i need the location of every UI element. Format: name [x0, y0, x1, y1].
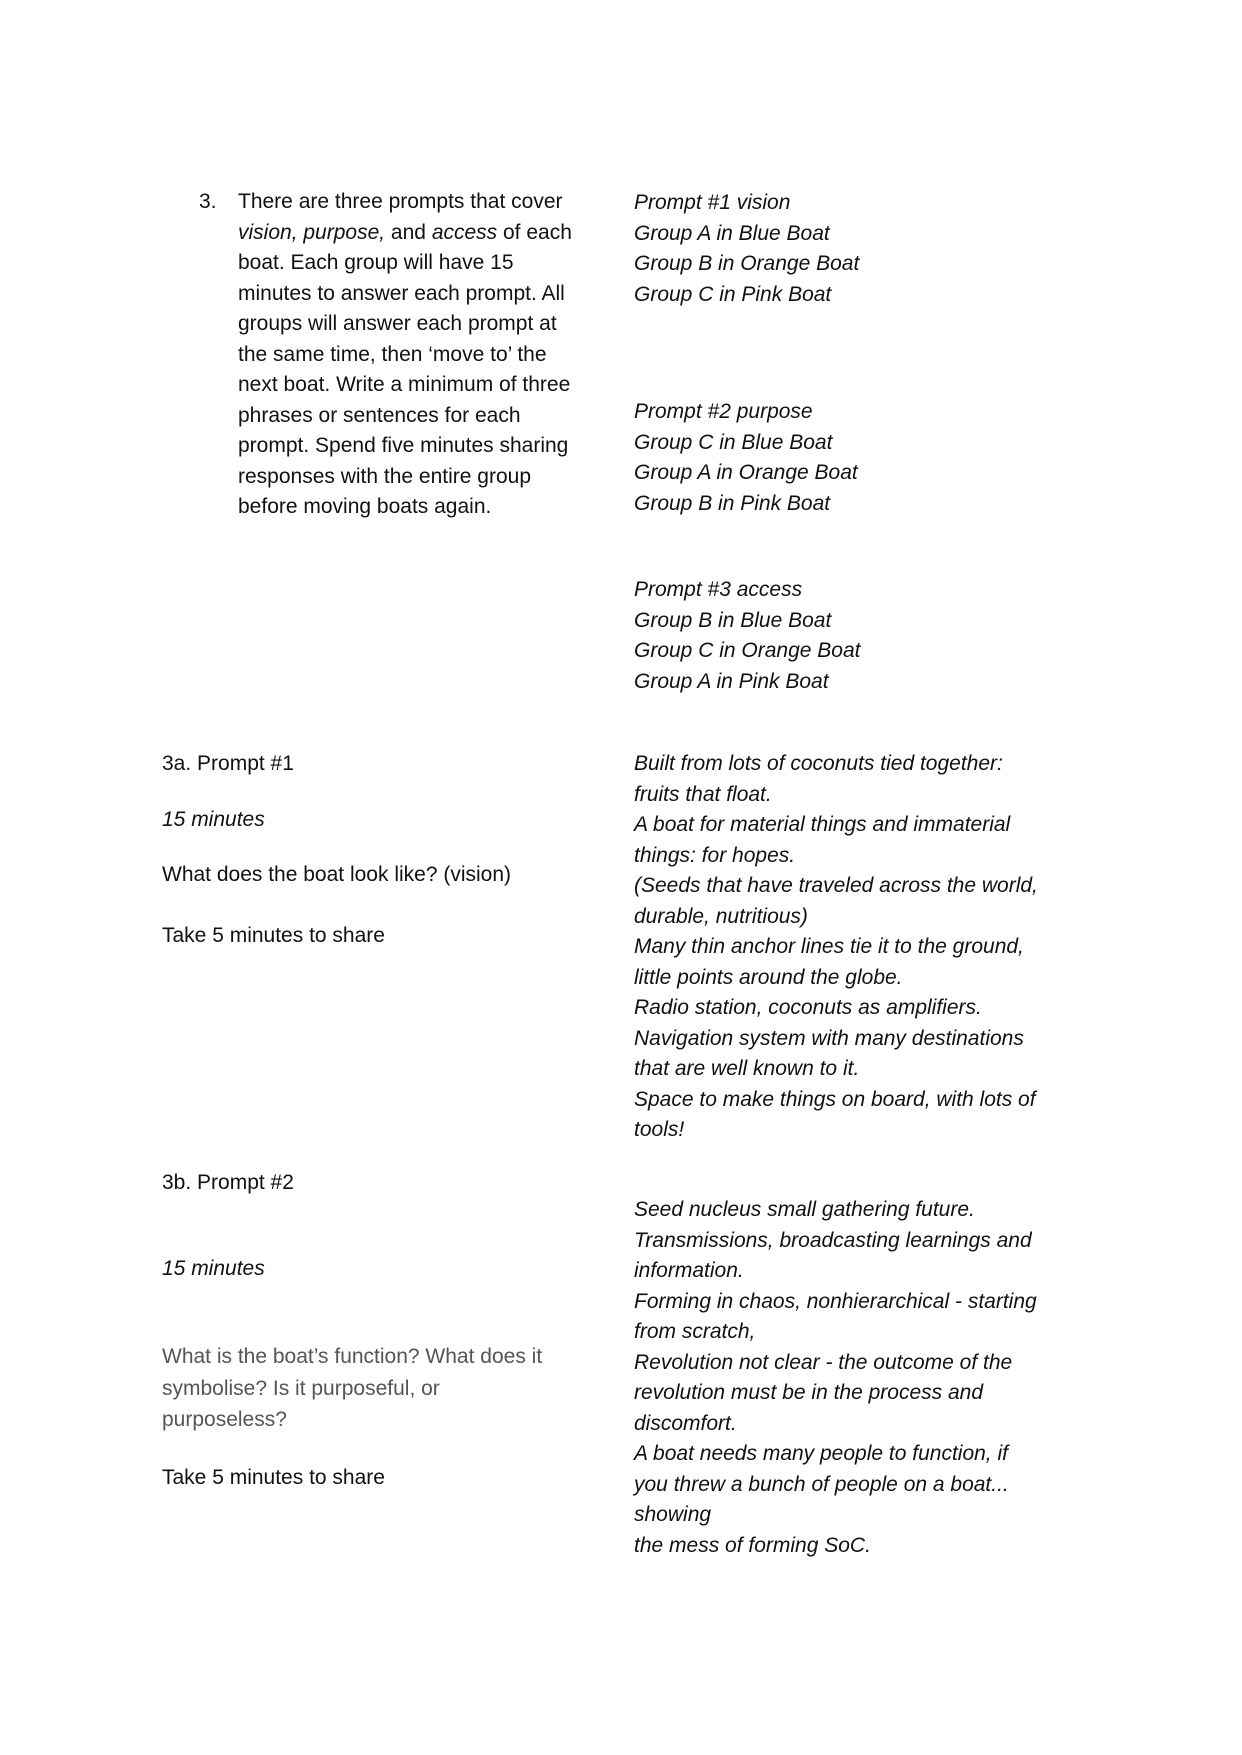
group-assignment: Group C in Blue Boat	[634, 430, 833, 454]
response-line: A boat for material things and immaterial	[634, 813, 1011, 836]
rotation-title: Prompt #3 access	[634, 578, 803, 601]
group-assignment: Group C in Pink Boat	[634, 282, 832, 306]
response-line: Navigation system with many destinations	[634, 1026, 1024, 1050]
rotation-prompt-2	[634, 397, 858, 519]
response-line: little points around the globe.	[634, 965, 903, 989]
group-assignment: Group B in Pink Boat	[634, 491, 831, 515]
rotation-title: Prompt #1 vision	[634, 191, 791, 214]
instruction-line	[238, 218, 572, 249]
prompt1-duration: 15 minutes	[162, 808, 265, 831]
response-line: the mess of forming SoC.	[634, 1533, 871, 1557]
group-assignment: Group A in Blue Boat	[634, 221, 830, 245]
instruction-line	[238, 340, 572, 371]
list-number: 3.	[199, 190, 217, 213]
prompt1-heading: 3a. Prompt #1	[162, 752, 294, 775]
response-line: revolution must be in the process and	[634, 1381, 984, 1404]
prompt1-responses	[634, 749, 1038, 1146]
instruction-line	[238, 248, 572, 279]
rotation-prompt-3	[634, 575, 860, 697]
response-line: Seed nucleus small gathering future.	[634, 1198, 975, 1221]
instruction-line	[238, 401, 572, 432]
prompt2-question	[162, 1341, 542, 1436]
response-line: Radio station, coconuts as amplifiers.	[634, 996, 982, 1019]
group-assignment: Group A in Orange Boat	[634, 461, 858, 484]
instruction-line	[238, 370, 572, 401]
instruction-text: next boat. Write a minimum of three	[238, 373, 571, 396]
response-line: Space to make things on board, with lots of	[634, 1087, 1036, 1111]
response-line: tools!	[634, 1118, 685, 1141]
instruction-line	[238, 492, 572, 523]
instruction-text: boat. Each group will have 15	[238, 251, 514, 274]
instruction-text: access	[431, 220, 498, 244]
instruction-text: vision, purpose,	[238, 220, 386, 244]
response-line: fruits that float.	[634, 782, 772, 806]
response-line: A boat needs many people to function, if	[634, 1442, 1008, 1465]
instruction-text: before moving boats again.	[238, 495, 492, 518]
prompt1-share: Take 5 minutes to share	[162, 924, 385, 947]
rotation-prompt-1	[634, 188, 859, 310]
question-line: symbolise? Is it purposeful, or	[162, 1376, 440, 1400]
instruction-text: minutes to answer each prompt. All	[238, 281, 565, 305]
instruction-text: groups will answer each prompt at	[238, 312, 557, 335]
response-line: information.	[634, 1259, 744, 1282]
rotation-title: Prompt #2 purpose	[634, 400, 813, 423]
group-assignment: Group B in Orange Boat	[634, 252, 860, 275]
group-assignment: Group A in Pink Boat	[634, 669, 829, 693]
response-line: durable, nutritious)	[634, 904, 808, 928]
response-line: things: for hopes.	[634, 843, 796, 867]
response-line: (Seeds that have traveled across the world,	[634, 874, 1038, 897]
instruction-text: the same time, then ‘move to’ the	[238, 342, 547, 366]
instruction-text: responses with the entire group	[238, 464, 532, 488]
instruction-text: prompt. Spend five minutes sharing	[238, 434, 569, 457]
prompt1-question: What does the boat look like? (vision)	[162, 863, 512, 886]
response-line: from scratch,	[634, 1320, 756, 1343]
response-line: Built from lots of coconuts tied together:	[634, 752, 1003, 775]
response-line: Transmissions, broadcasting learnings and	[634, 1228, 1032, 1252]
question-line: purposeless?	[162, 1408, 287, 1431]
instruction-line	[238, 309, 572, 340]
prompt2-heading: 3b. Prompt #2	[162, 1171, 294, 1194]
response-line: Forming in chaos, nonhierarchical - starting	[634, 1289, 1037, 1313]
group-assignment: Group B in Blue Boat	[634, 608, 832, 632]
instruction-line	[238, 187, 572, 218]
instruction-line	[238, 462, 572, 493]
response-line: you threw a bunch of people on a boat...	[634, 1472, 1009, 1496]
response-line: Many thin anchor lines tie it to the ground,	[634, 935, 1024, 958]
response-line: showing	[634, 1503, 712, 1526]
instruction-text: There are three prompts that cover	[238, 190, 563, 213]
instruction-line	[238, 279, 572, 310]
instruction-line	[238, 431, 572, 462]
instruction-text: and	[385, 220, 432, 244]
response-line: Revolution not clear - the outcome of the	[634, 1350, 1013, 1374]
response-line: discomfort.	[634, 1411, 737, 1435]
prompt2-responses	[634, 1195, 1037, 1561]
group-assignment: Group C in Orange Boat	[634, 639, 861, 662]
question-line: What is the boat’s function? What does it	[162, 1345, 543, 1368]
response-line: that are well known to it.	[634, 1057, 860, 1080]
prompt2-share: Take 5 minutes to share	[162, 1466, 385, 1489]
instruction-text: of each	[497, 220, 572, 244]
step3-instructions	[238, 187, 572, 523]
instruction-text: phrases or sentences for each	[238, 403, 521, 427]
prompt2-duration: 15 minutes	[162, 1257, 265, 1280]
